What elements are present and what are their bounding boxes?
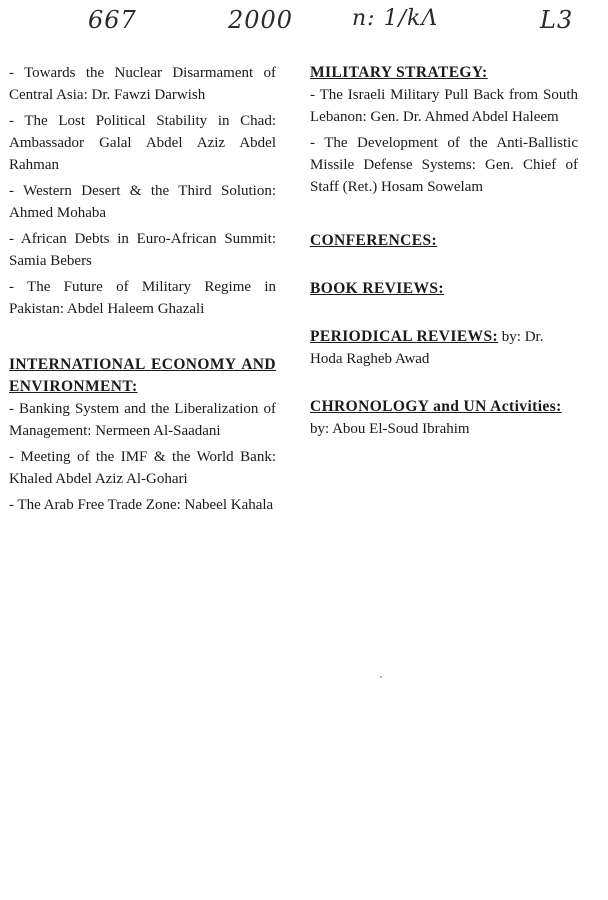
article-entry: - The Development of the Anti-Ballistic Missile Defense Systems: Gen. Chief of Staff (Ret.) Hosam Sowelam bbox=[310, 135, 578, 195]
handwritten-note-issue: n: 1∕kΛ bbox=[352, 6, 439, 31]
article-entry: - African Debts in Euro-African Summit: Samia Bebers bbox=[9, 231, 276, 269]
chronology-byline: by: Abou El-Soud Ibrahim bbox=[310, 421, 470, 437]
section-heading-military: MILITARY STRATEGY: bbox=[310, 64, 488, 81]
section-heading-economy bbox=[9, 354, 276, 398]
section-military bbox=[310, 62, 578, 198]
spacer bbox=[9, 326, 276, 354]
section-economy bbox=[9, 354, 276, 516]
periodical-byline: by: Dr. Hoda Ragheb Awad bbox=[310, 329, 544, 367]
heading-text: INTERNATIONAL ECONOMY AND ENVIRONMENT bbox=[9, 356, 276, 395]
article-entry: - Western Desert & the Third Solution: Ahmed Mohaba bbox=[9, 183, 276, 221]
section-heading-periodical-reviews: PERIODICAL REVIEWS: bbox=[310, 328, 499, 345]
scan-speck bbox=[380, 676, 382, 678]
article-entry: - The Arab Free Trade Zone: Nabeel Kahala bbox=[9, 497, 274, 513]
article-entry: - The Lost Political Stability in Chad: Ambassador Galal Abdel Aziz Abdel Rahman bbox=[9, 113, 276, 173]
article-entry: - Meeting of the IMF & the World Bank: Khaled Abdel Aziz Al-Gohari bbox=[9, 449, 276, 487]
section-heading-chronology: CHRONOLOGY and UN Activities: bbox=[310, 398, 562, 415]
spacer bbox=[310, 204, 578, 230]
section-regional-articles bbox=[9, 62, 276, 320]
spacer bbox=[310, 300, 578, 326]
section-heading-conferences: CONFERENCES: bbox=[310, 232, 438, 249]
heading-colon: : bbox=[131, 378, 138, 395]
article-entry: - Towards the Nuclear Disarmament of Central Asia: Dr. Fawzi Darwish bbox=[9, 65, 276, 103]
spacer bbox=[310, 252, 578, 278]
article-entry: - The Future of Military Regime in Pakistan: Abdel Haleem Ghazali bbox=[9, 279, 276, 317]
section-chronology bbox=[310, 396, 578, 440]
handwritten-note-page-number: 667 bbox=[88, 6, 137, 34]
article-entry: - The Israeli Military Pull Back from South Lebanon: Gen. Dr. Ahmed Abdel Haleem bbox=[310, 87, 578, 125]
handwritten-note-year: 2000 bbox=[228, 6, 294, 34]
left-column bbox=[9, 62, 276, 522]
right-column bbox=[310, 62, 578, 440]
spacer bbox=[310, 370, 578, 396]
handwritten-note-code: L3 bbox=[540, 6, 574, 34]
section-periodical-reviews bbox=[310, 326, 578, 370]
section-heading-book-reviews: BOOK REVIEWS: bbox=[310, 280, 444, 297]
article-entry: - Banking System and the Liberalization of Management: Nermeen Al-Saadani bbox=[9, 401, 276, 439]
